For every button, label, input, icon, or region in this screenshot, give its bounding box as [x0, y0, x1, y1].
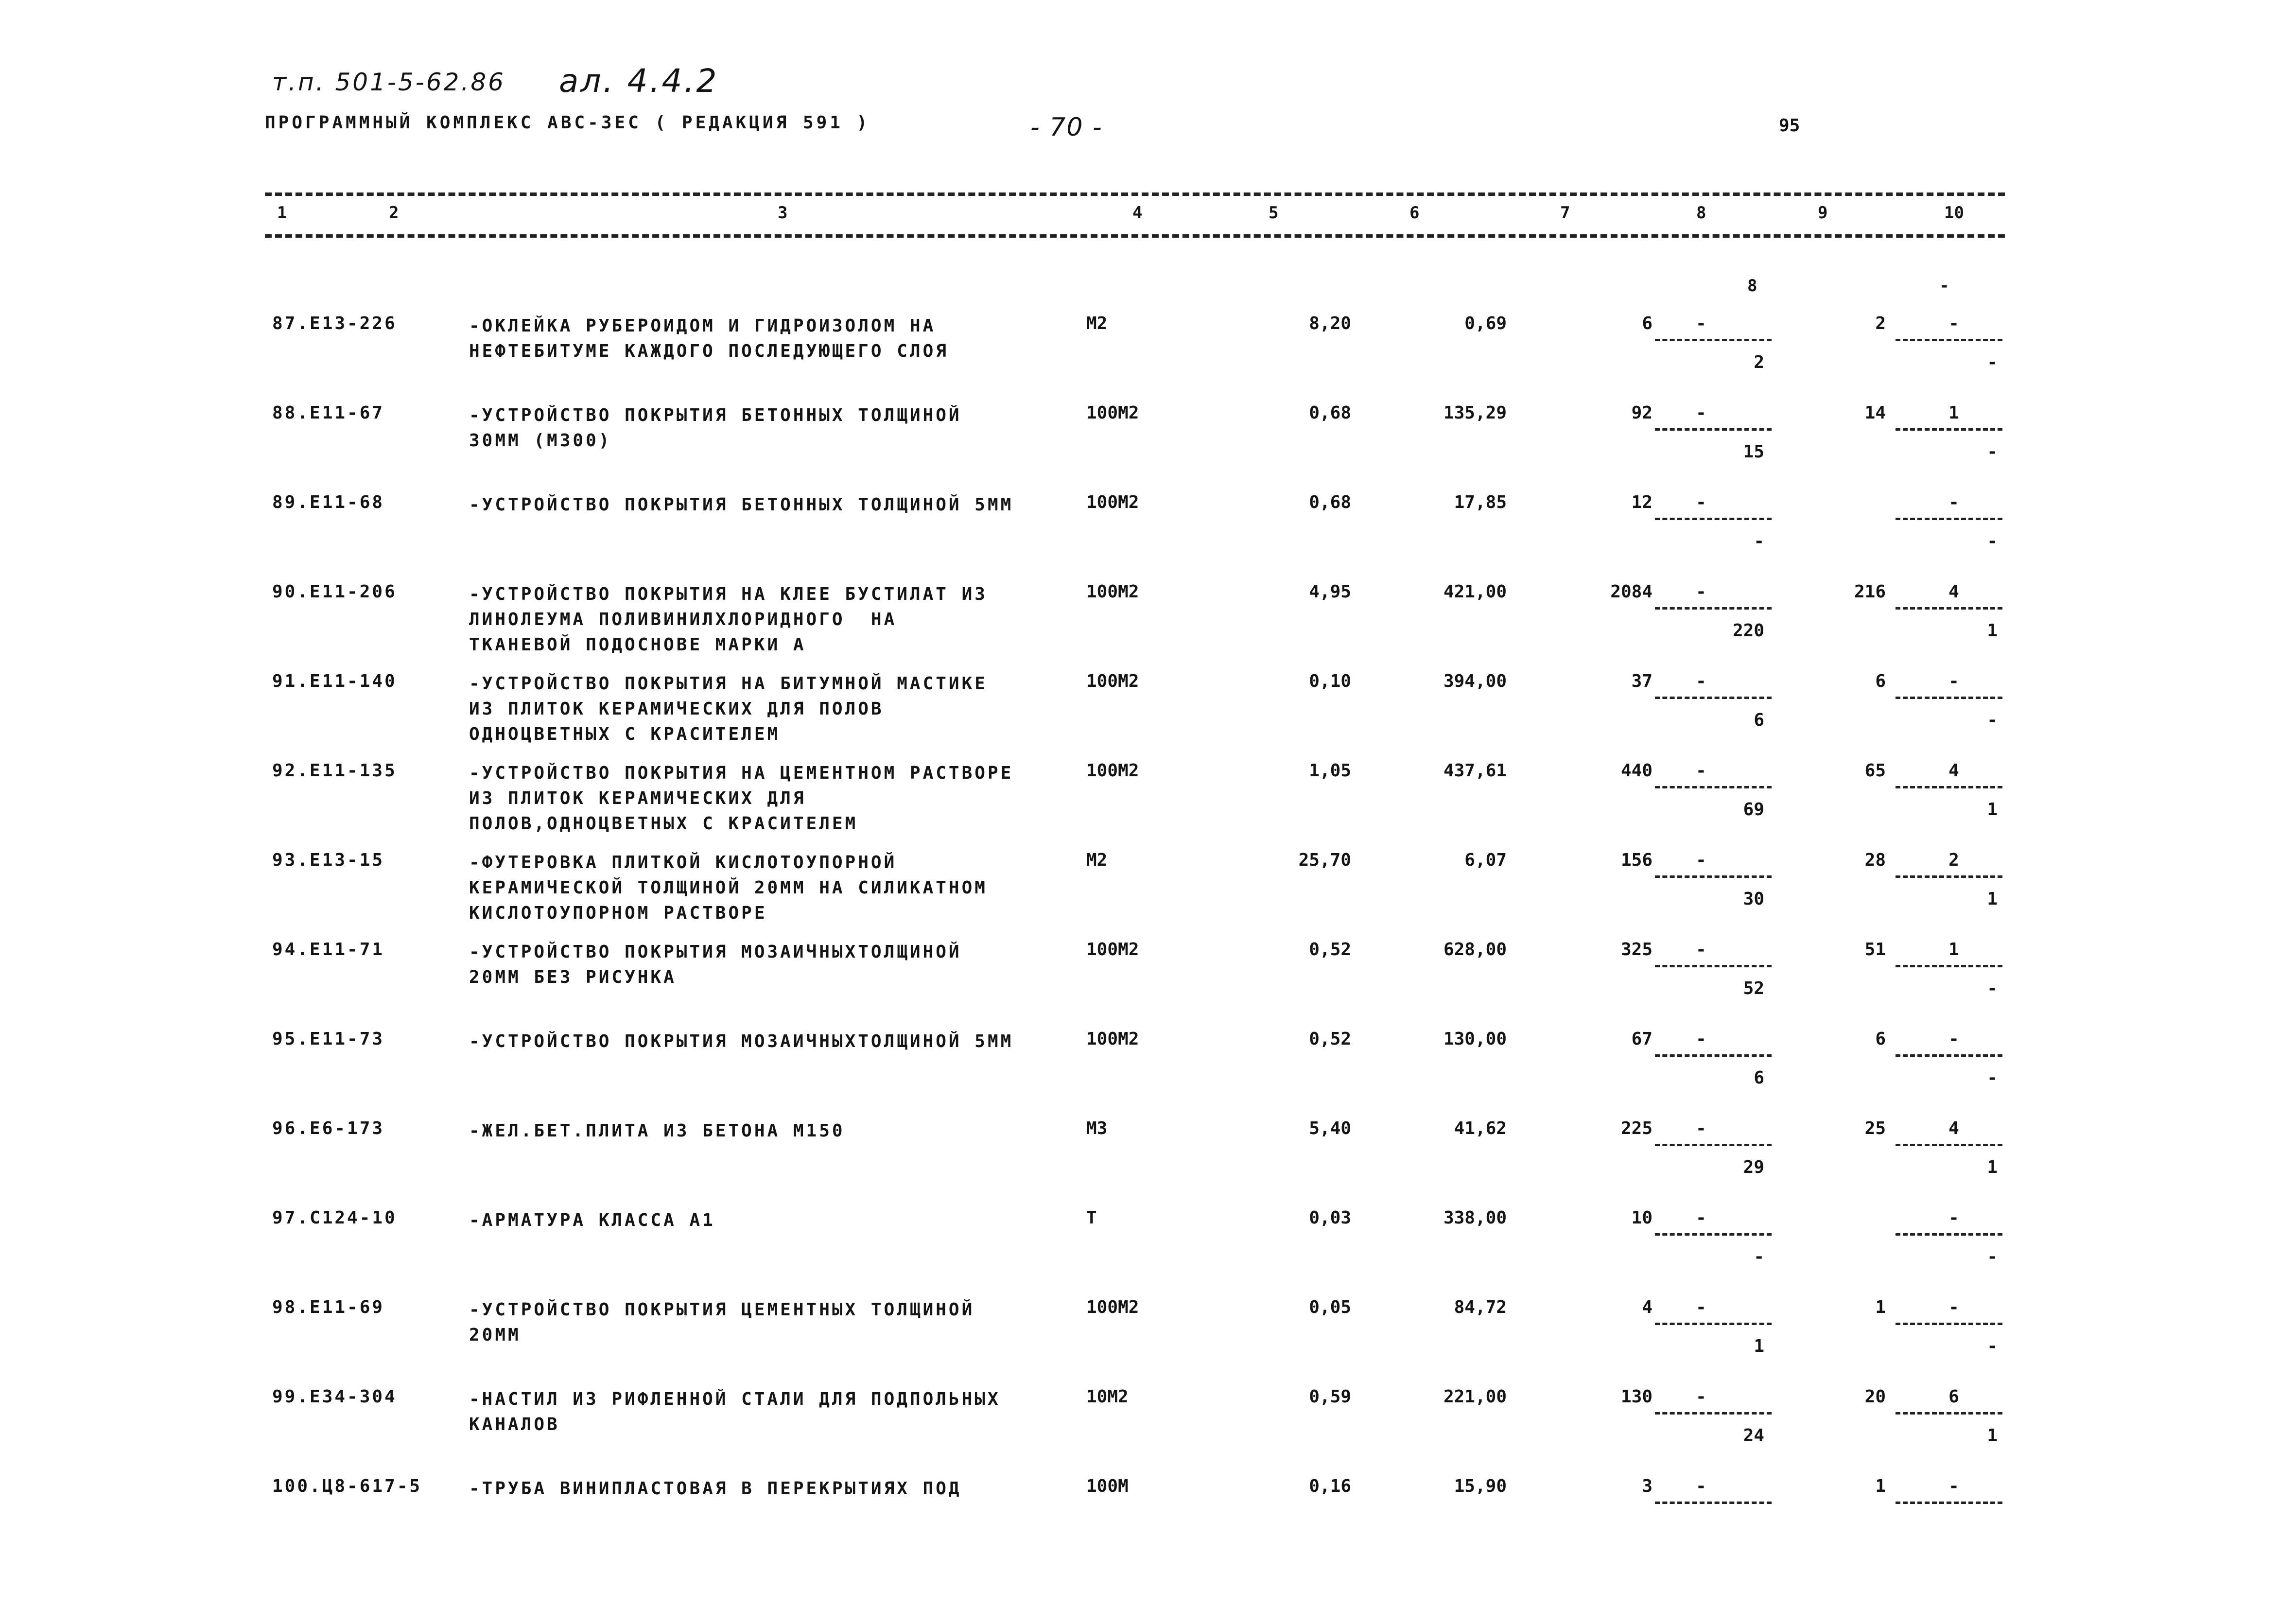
table-row — [0, 1476, 2296, 1564]
sheet-number: 95 — [1779, 116, 1800, 136]
fraction-line-col8 — [1655, 1144, 1772, 1146]
item-col8-top: - — [1696, 314, 1706, 333]
item-description: -УСТРОЙСТВО ПОКРЫТИЯ НА КЛЕЕ БУСТИЛАТ ИЗ ЛИНОЛЕУМА ПОЛИВИНИЛХЛОРИДНОГО НА ТКАНЕВОЙ ПОДОСНОВЕ МАРКИ А — [469, 584, 988, 655]
fraction-line-col8 — [1655, 786, 1772, 788]
item-total-cost: 6 — [1642, 314, 1652, 333]
item-unit: Т — [1086, 1208, 1097, 1228]
item-col8-top: - — [1696, 1387, 1706, 1407]
item-col9: 1 — [1875, 1476, 1886, 1496]
item-code: 96.Е6-173 — [272, 1118, 385, 1138]
item-description: -ТРУБА ВИНИПЛАСТОВАЯ В ПЕРЕКРЫТИЯХ ПОД — [469, 1479, 962, 1499]
item-description: -АРМАТУРА КЛАССА А1 — [469, 1210, 715, 1230]
item-col9: 20 — [1864, 1387, 1886, 1407]
table-row — [0, 1118, 2296, 1206]
table-top-rule — [265, 192, 2005, 196]
column-header-8: 8 — [1696, 203, 1706, 223]
table-row — [0, 850, 2296, 938]
item-col10-bottom: 1 — [1987, 1426, 1998, 1446]
table-row — [0, 1297, 2296, 1385]
item-unit: 100М2 — [1086, 940, 1139, 960]
column-header-1: 1 — [277, 203, 287, 223]
item-code: 91.Е11-140 — [272, 671, 397, 691]
item-code: 97.С124-10 — [272, 1208, 397, 1228]
page-number: - 70 - — [1030, 113, 1103, 142]
item-col8-bottom: 6 — [1754, 710, 1764, 730]
item-quantity: 0,16 — [1309, 1476, 1351, 1496]
item-quantity: 0,52 — [1309, 940, 1351, 960]
item-unit-price: 84,72 — [1454, 1297, 1507, 1317]
item-col10-top: - — [1948, 314, 1959, 333]
item-col10-top: - — [1948, 671, 1959, 691]
fraction-line-col8 — [1655, 965, 1772, 967]
fraction-line-col8 — [1655, 1054, 1772, 1057]
item-col9: 1 — [1875, 1297, 1886, 1317]
item-col10-top: 4 — [1948, 1118, 1959, 1138]
item-col8-bottom: 29 — [1743, 1157, 1764, 1177]
item-code: 87.Е13-226 — [272, 314, 397, 333]
column-header-5: 5 — [1269, 203, 1279, 223]
fraction-line-col8 — [1655, 875, 1772, 878]
item-unit-price: 437,61 — [1443, 761, 1507, 781]
item-col10-top: - — [1948, 1208, 1959, 1228]
fraction-line-col10 — [1896, 1502, 2002, 1504]
column-header-2: 2 — [389, 203, 399, 223]
item-col10-top: - — [1948, 1476, 1959, 1496]
item-description: -УСТРОЙСТВО ПОКРЫТИЯ МОЗАИЧНЫХТОЛЩИНОЙ 20ММ БЕЗ РИСУНКА — [469, 942, 962, 987]
item-code: 89.Е11-68 — [272, 492, 385, 512]
item-total-cost: 2084 — [1610, 582, 1652, 602]
item-code: 94.Е11-71 — [272, 940, 385, 960]
item-unit: 10М2 — [1086, 1387, 1129, 1407]
item-col8-top: - — [1696, 940, 1706, 960]
item-total-cost: 12 — [1631, 492, 1652, 512]
item-col10-top: 4 — [1948, 582, 1959, 602]
fraction-line-col10 — [1896, 1412, 2002, 1415]
table-row — [0, 403, 2296, 490]
item-unit: 100М2 — [1086, 761, 1139, 781]
item-col10-bottom: - — [1987, 531, 1998, 551]
item-col9: 14 — [1864, 403, 1886, 423]
table-row — [0, 671, 2296, 759]
item-unit-price: 628,00 — [1443, 940, 1507, 960]
item-col10-bottom: - — [1987, 978, 1998, 998]
item-total-cost: 130 — [1620, 1387, 1652, 1407]
item-quantity: 0,52 — [1309, 1029, 1351, 1049]
carry-mark-col10: - — [1939, 276, 1949, 296]
item-code: 92.Е11-135 — [272, 761, 397, 781]
item-unit: М2 — [1086, 850, 1108, 870]
item-code: 88.Е11-67 — [272, 403, 385, 423]
item-col9: 51 — [1864, 940, 1886, 960]
item-code: 100.Ц8-617-5 — [272, 1476, 422, 1496]
item-col10-bottom: - — [1987, 1068, 1998, 1088]
item-description: -УСТРОЙСТВО ПОКРЫТИЯ НА ЦЕМЕНТНОМ РАСТВОРЕ ИЗ ПЛИТОК КЕРАМИЧЕСКИХ ДЛЯ ПОЛОВ,ОДНОЦВЕТНЫХ С КРАСИТЕЛЕМ — [469, 763, 1014, 834]
table-header-rule — [265, 234, 2005, 238]
item-col10-top: - — [1948, 492, 1959, 512]
item-col10-bottom: - — [1987, 442, 1998, 462]
item-col8-bottom: 24 — [1743, 1426, 1764, 1446]
item-col10-top: 1 — [1948, 403, 1959, 423]
fraction-line-col10 — [1896, 607, 2002, 610]
item-col8-bottom: - — [1754, 531, 1764, 551]
item-col9: 6 — [1875, 1029, 1886, 1049]
item-col8-bottom: - — [1754, 1247, 1764, 1267]
item-col8-top: - — [1696, 1297, 1706, 1317]
item-col8-bottom: 15 — [1743, 442, 1764, 462]
item-quantity: 0,10 — [1309, 671, 1351, 691]
item-col9: 216 — [1854, 582, 1886, 602]
item-description: -УСТРОЙСТВО ПОКРЫТИЯ БЕТОННЫХ ТОЛЩИНОЙ 30ММ (М300) — [469, 405, 962, 451]
item-description: -УСТРОЙСТВО ПОКРЫТИЯ БЕТОННЫХ ТОЛЩИНОЙ 5ММ — [469, 495, 1014, 515]
item-col9: 6 — [1875, 671, 1886, 691]
item-col8-top: - — [1696, 1208, 1706, 1228]
item-col8-top: - — [1696, 671, 1706, 691]
fraction-line-col10 — [1896, 1144, 2002, 1146]
item-unit-price: 15,90 — [1454, 1476, 1507, 1496]
item-col10-bottom: 1 — [1987, 1157, 1998, 1177]
table-row — [0, 314, 2296, 401]
table-row — [0, 1029, 2296, 1117]
item-description: -УСТРОЙСТВО ПОКРЫТИЯ НА БИТУМНОЙ МАСТИКЕ ИЗ ПЛИТОК КЕРАМИЧЕСКИХ ДЛЯ ПОЛОВ ОДНОЦВЕТНЫХ С КРАСИТЕЛЕМ — [469, 674, 988, 744]
project-code: т.п. 501-5-62.86 — [272, 68, 505, 96]
fraction-line-col10 — [1896, 1323, 2002, 1325]
item-quantity: 0,59 — [1309, 1387, 1351, 1407]
item-description: -ОКЛЕЙКА РУБЕРОИДОМ И ГИДРОИЗОЛОМ НА НЕФТЕБИТУМЕ КАЖДОГО ПОСЛЕДУЮЩЕГО СЛОЯ — [469, 316, 949, 361]
item-col8-top: - — [1696, 761, 1706, 781]
item-unit: 100М2 — [1086, 1297, 1139, 1317]
table-row — [0, 1387, 2296, 1474]
fraction-line-col8 — [1655, 339, 1772, 341]
item-col8-bottom: 52 — [1743, 978, 1764, 998]
item-unit: 100М — [1086, 1476, 1129, 1496]
item-code: 99.Е34-304 — [272, 1387, 397, 1407]
item-col8-bottom: 1 — [1754, 1336, 1764, 1356]
item-col8-top: - — [1696, 492, 1706, 512]
item-col10-top: 6 — [1948, 1387, 1959, 1407]
item-total-cost: 156 — [1620, 850, 1652, 870]
item-unit-price: 421,00 — [1443, 582, 1507, 602]
table-row — [0, 492, 2296, 580]
table-row — [0, 582, 2296, 669]
item-unit-price: 0,69 — [1464, 314, 1507, 333]
item-unit-price: 135,29 — [1443, 403, 1507, 423]
item-col10-top: 2 — [1948, 850, 1959, 870]
fraction-line-col10 — [1896, 339, 2002, 341]
item-col10-top: - — [1948, 1297, 1959, 1317]
item-unit: М3 — [1086, 1118, 1108, 1138]
item-unit: 100М2 — [1086, 582, 1139, 602]
item-quantity: 1,05 — [1309, 761, 1351, 781]
fraction-line-col8 — [1655, 1412, 1772, 1415]
item-col9: 28 — [1864, 850, 1886, 870]
item-unit-price: 6,07 — [1464, 850, 1507, 870]
fraction-line-col10 — [1896, 1233, 2002, 1236]
item-quantity: 8,20 — [1309, 314, 1351, 333]
item-quantity: 5,40 — [1309, 1118, 1351, 1138]
item-col9: 65 — [1864, 761, 1886, 781]
item-unit: 100М2 — [1086, 492, 1139, 512]
item-description: -ФУТЕРОВКА ПЛИТКОЙ КИСЛОТОУПОРНОЙ КЕРАМИЧЕСКОЙ ТОЛЩИНОЙ 20ММ НА СИЛИКАТНОМ КИСЛОТОУПОРНОМ РАСТВОРЕ — [469, 853, 988, 923]
item-col10-top: - — [1948, 1029, 1959, 1049]
item-unit: 100М2 — [1086, 671, 1139, 691]
item-total-cost: 225 — [1620, 1118, 1652, 1138]
item-total-cost: 10 — [1631, 1208, 1652, 1228]
item-code: 98.Е11-69 — [272, 1297, 385, 1317]
item-col8-bottom: 2 — [1754, 352, 1764, 372]
fraction-line-col10 — [1896, 428, 2002, 431]
item-col8-top: - — [1696, 403, 1706, 423]
item-col10-top: 1 — [1948, 940, 1959, 960]
item-col10-bottom: - — [1987, 710, 1998, 730]
item-quantity: 0,68 — [1309, 492, 1351, 512]
item-unit-price: 130,00 — [1443, 1029, 1507, 1049]
item-description: -УСТРОЙСТВО ПОКРЫТИЯ ЦЕМЕНТНЫХ ТОЛЩИНОЙ 20ММ — [469, 1300, 975, 1345]
item-col10-bottom: - — [1987, 1336, 1998, 1356]
fraction-line-col8 — [1655, 1233, 1772, 1236]
column-header-3: 3 — [778, 203, 788, 223]
item-code: 95.Е11-73 — [272, 1029, 385, 1049]
item-col8-bottom: 69 — [1743, 800, 1764, 820]
item-code: 90.Е11-206 — [272, 582, 397, 602]
item-col8-bottom: 6 — [1754, 1068, 1764, 1088]
item-unit-price: 338,00 — [1443, 1208, 1507, 1228]
fraction-line-col10 — [1896, 518, 2002, 520]
item-col10-bottom: - — [1987, 352, 1998, 372]
column-header-7: 7 — [1560, 203, 1570, 223]
carry-mark-col8: 8 — [1747, 276, 1757, 296]
item-quantity: 25,70 — [1298, 850, 1351, 870]
fraction-line-col8 — [1655, 1502, 1772, 1504]
item-col10-top: 4 — [1948, 761, 1959, 781]
item-total-cost: 67 — [1631, 1029, 1652, 1049]
program-title: ПРОГРАММНЫЙ КОМПЛЕКС АВС-3ЕС ( РЕДАКЦИЯ 591 ) — [265, 113, 870, 133]
item-description: -УСТРОЙСТВО ПОКРЫТИЯ МОЗАИЧНЫХТОЛЩИНОЙ 5ММ — [469, 1031, 1014, 1051]
item-quantity: 0,05 — [1309, 1297, 1351, 1317]
fraction-line-col8 — [1655, 1323, 1772, 1325]
item-total-cost: 37 — [1631, 671, 1652, 691]
fraction-line-col10 — [1896, 965, 2002, 967]
column-header-10: 10 — [1944, 203, 1964, 223]
item-quantity: 4,95 — [1309, 582, 1351, 602]
item-unit: 100М2 — [1086, 403, 1139, 423]
item-code: 93.Е13-15 — [272, 850, 385, 870]
item-unit-price: 17,85 — [1454, 492, 1507, 512]
item-col8-top: - — [1696, 1029, 1706, 1049]
fraction-line-col10 — [1896, 786, 2002, 788]
fraction-line-col10 — [1896, 875, 2002, 878]
item-unit-price: 221,00 — [1443, 1387, 1507, 1407]
column-header-4: 4 — [1132, 203, 1143, 223]
item-col8-bottom: 30 — [1743, 889, 1764, 909]
fraction-line-col8 — [1655, 518, 1772, 520]
fraction-line-col10 — [1896, 697, 2002, 699]
column-header-9: 9 — [1818, 203, 1828, 223]
table-row — [0, 761, 2296, 848]
item-col8-top: - — [1696, 582, 1706, 602]
fraction-line-col8 — [1655, 697, 1772, 699]
column-header-6: 6 — [1409, 203, 1420, 223]
table-row — [0, 1208, 2296, 1295]
item-unit-price: 394,00 — [1443, 671, 1507, 691]
item-col9: 25 — [1864, 1118, 1886, 1138]
item-total-cost: 3 — [1642, 1476, 1652, 1496]
item-col10-bottom: 1 — [1987, 889, 1998, 909]
item-description: -ЖЕЛ.БЕТ.ПЛИТА ИЗ БЕТОНА М150 — [469, 1121, 845, 1141]
fraction-line-col10 — [1896, 1054, 2002, 1057]
item-col10-bottom: 1 — [1987, 800, 1998, 820]
item-total-cost: 440 — [1620, 761, 1652, 781]
fraction-line-col8 — [1655, 428, 1772, 431]
item-col9: 2 — [1875, 314, 1886, 333]
item-col8-top: - — [1696, 1118, 1706, 1138]
item-col8-top: - — [1696, 850, 1706, 870]
item-col8-bottom: 220 — [1732, 621, 1764, 641]
item-quantity: 0,68 — [1309, 403, 1351, 423]
album-reference: ал. 4.4.2 — [559, 62, 719, 100]
item-total-cost: 92 — [1631, 403, 1652, 423]
fraction-line-col8 — [1655, 607, 1772, 610]
item-unit: 100М2 — [1086, 1029, 1139, 1049]
item-total-cost: 4 — [1642, 1297, 1652, 1317]
item-quantity: 0,03 — [1309, 1208, 1351, 1228]
item-total-cost: 325 — [1620, 940, 1652, 960]
item-description: -НАСТИЛ ИЗ РИФЛЕННОЙ СТАЛИ ДЛЯ ПОДПОЛЬНЫХ КАНАЛОВ — [469, 1389, 1001, 1434]
item-col8-top: - — [1696, 1476, 1706, 1496]
item-col10-bottom: 1 — [1987, 621, 1998, 641]
item-unit: М2 — [1086, 314, 1108, 333]
item-unit-price: 41,62 — [1454, 1118, 1507, 1138]
table-row — [0, 940, 2296, 1027]
item-col10-bottom: - — [1987, 1247, 1998, 1267]
